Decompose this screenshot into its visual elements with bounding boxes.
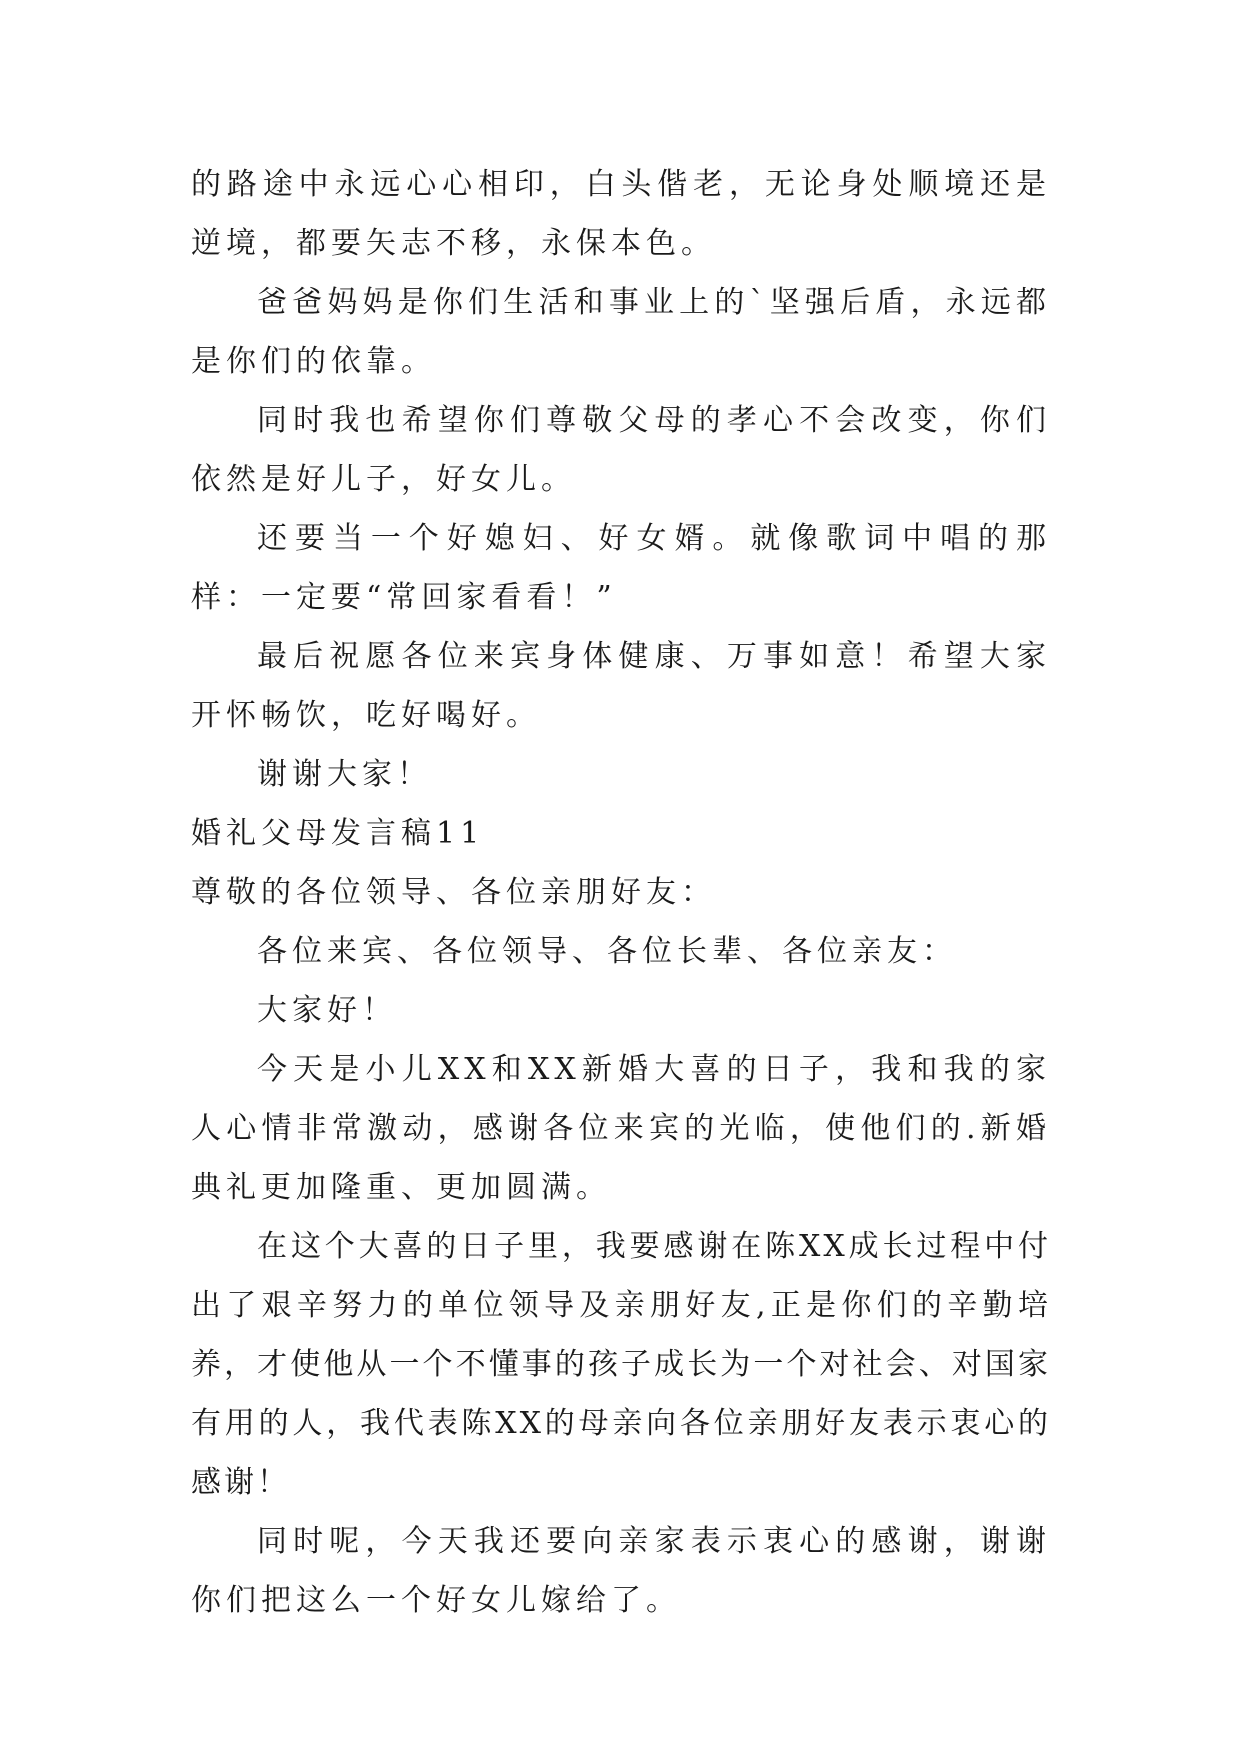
paragraph: 的路途中永远心心相印，白头偕老，无论身处顺境还是逆境，都要矢志不移，永保本色。	[191, 167, 1051, 261]
paragraph: 在这个大喜的日子里，我要感谢在陈XX成长过程中付出了艰辛努力的单位领导及亲朋好友,正是你们的辛勤培养，才使他从一个不懂事的孩子成长为一个对社会、对国家有用的人，我代表陈XX的母亲向各位亲朋好友表示衷心的感谢！	[191, 1229, 1051, 1500]
paragraph: 同时我也希望你们尊敬父母的孝心不会改变，你们依然是好儿子，好女儿。	[191, 403, 1051, 497]
document-body	[191, 155, 1051, 1630]
paragraph: 谢谢大家！	[257, 757, 432, 792]
section-heading: 婚礼父母发言稿11	[191, 816, 485, 851]
paragraph: 同时呢，今天我还要向亲家表示衷心的感谢，谢谢你们把这么一个好女儿嫁给了。	[191, 1524, 1051, 1618]
paragraph: 各位来宾、各位领导、各位长辈、各位亲友：	[257, 934, 957, 969]
paragraph: 还要当一个好媳妇、好女婿。就像歌词中唱的那样：一定要“常回家看看！”	[191, 521, 1051, 615]
paragraph: 大家好！	[257, 993, 397, 1028]
paragraph: 最后祝愿各位来宾身体健康、万事如意！希望大家开怀畅饮，吃好喝好。	[191, 639, 1051, 733]
paragraph: 今天是小儿XX和XX新婚大喜的日子，我和我的家人心情非常激动，感谢各位来宾的光临，使他们的.新婚典礼更加隆重、更加圆满。	[191, 1052, 1051, 1205]
salutation: 尊敬的各位领导、各位亲朋好友：	[191, 875, 716, 910]
paragraph: 爸爸妈妈是你们生活和事业上的`坚强后盾，永远都是你们的依靠。	[191, 285, 1051, 379]
